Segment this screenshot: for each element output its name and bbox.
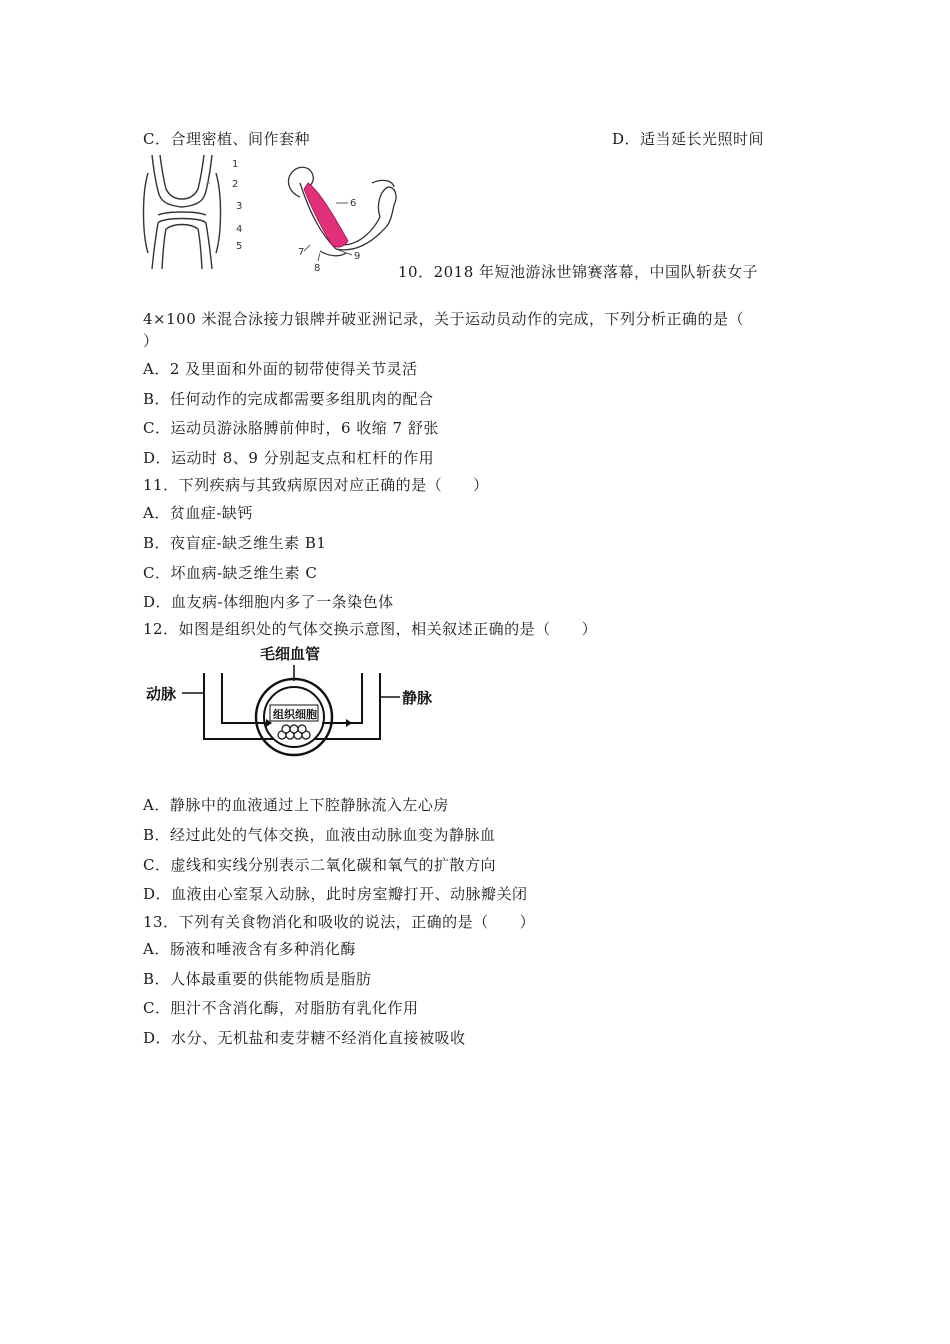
q10-stem-part3: ） <box>143 332 159 350</box>
arm-label-7: 7 <box>298 247 305 258</box>
arm-label-9: 9 <box>354 251 361 262</box>
q13-stem: 13．下列有关食物消化和吸收的说法，正确的是（ ） <box>143 913 536 931</box>
q12-stem: 12．如图是组织处的气体交换示意图，相关叙述正确的是（ ） <box>143 620 598 638</box>
q12-option-d: D．血液由心室泵入动脉，此时房室瓣打开、动脉瓣关闭 <box>143 885 528 903</box>
q10-option-b: B．任何动作的完成都需要多组肌肉的配合 <box>143 390 434 408</box>
q11-option-a: A．贫血症-缺钙 <box>143 504 253 522</box>
q13-option-b: B．人体最重要的供能物质是脂肪 <box>143 970 372 988</box>
q10-stem-part2: 4×100 米混合泳接力银牌并破亚洲记录，关于运动员动作的完成，下列分析正确的是（ <box>143 310 745 328</box>
tissue-cell-label: 组织细胞 <box>273 708 317 721</box>
q11-option-c: C．坏血病-缺乏维生素 C <box>143 564 318 582</box>
q12-option-b: B．经过此处的气体交换，血液由动脉血变为静脉血 <box>143 826 496 844</box>
joint-diagram <box>144 155 221 269</box>
capillary-label: 毛细血管 <box>260 645 321 663</box>
blood-cells <box>278 725 310 739</box>
q10-option-c: C．运动员游泳胳膊前伸时，6 收缩 7 舒张 <box>143 419 439 437</box>
q11-option-d: D．血友病-体细胞内多了一条染色体 <box>143 593 394 611</box>
q9-option-d: D．适当延长光照时间 <box>612 130 765 148</box>
joint-and-arm-figure <box>140 153 400 273</box>
q10-stem-part1: 10．2018 年短池游泳世锦赛落幕，中国队斩获女子 <box>398 263 759 281</box>
arm-label-8: 8 <box>314 263 321 273</box>
artery-label: 动脉 <box>146 685 177 703</box>
q10-option-d: D．运动时 8、9 分别起支点和杠杆的作用 <box>143 449 435 467</box>
joint-label-1: 1 <box>232 159 239 170</box>
joint-label-5: 5 <box>236 241 243 252</box>
q12-option-c: C．虚线和实线分别表示二氧化碳和氧气的扩散方向 <box>143 856 496 874</box>
q11-stem: 11．下列疾病与其致病原因对应正确的是（ ） <box>143 476 489 494</box>
joint-label-2: 2 <box>232 179 239 190</box>
q11-option-b: B．夜盲症-缺乏维生素 B1 <box>143 534 327 552</box>
joint-label-4: 4 <box>236 224 243 235</box>
q12-option-a: A．静脉中的血液通过上下腔静脉流入左心房 <box>143 796 449 814</box>
q13-option-c: C．胆汁不含消化酶，对脂肪有乳化作用 <box>143 999 419 1017</box>
q9-option-c: C．合理密植、间作套种 <box>143 130 310 148</box>
q10-option-a: A．2 及里面和外面的韧带使得关节灵活 <box>143 360 418 378</box>
arm-label-6: 6 <box>350 198 357 209</box>
gas-exchange-figure <box>142 643 452 758</box>
q13-option-d: D．水分、无机盐和麦芽糖不经消化直接被吸收 <box>143 1029 466 1047</box>
vein-label: 静脉 <box>402 689 433 707</box>
q13-option-a: A．肠液和唾液含有多种消化酶 <box>143 940 356 958</box>
joint-label-3: 3 <box>236 201 243 212</box>
